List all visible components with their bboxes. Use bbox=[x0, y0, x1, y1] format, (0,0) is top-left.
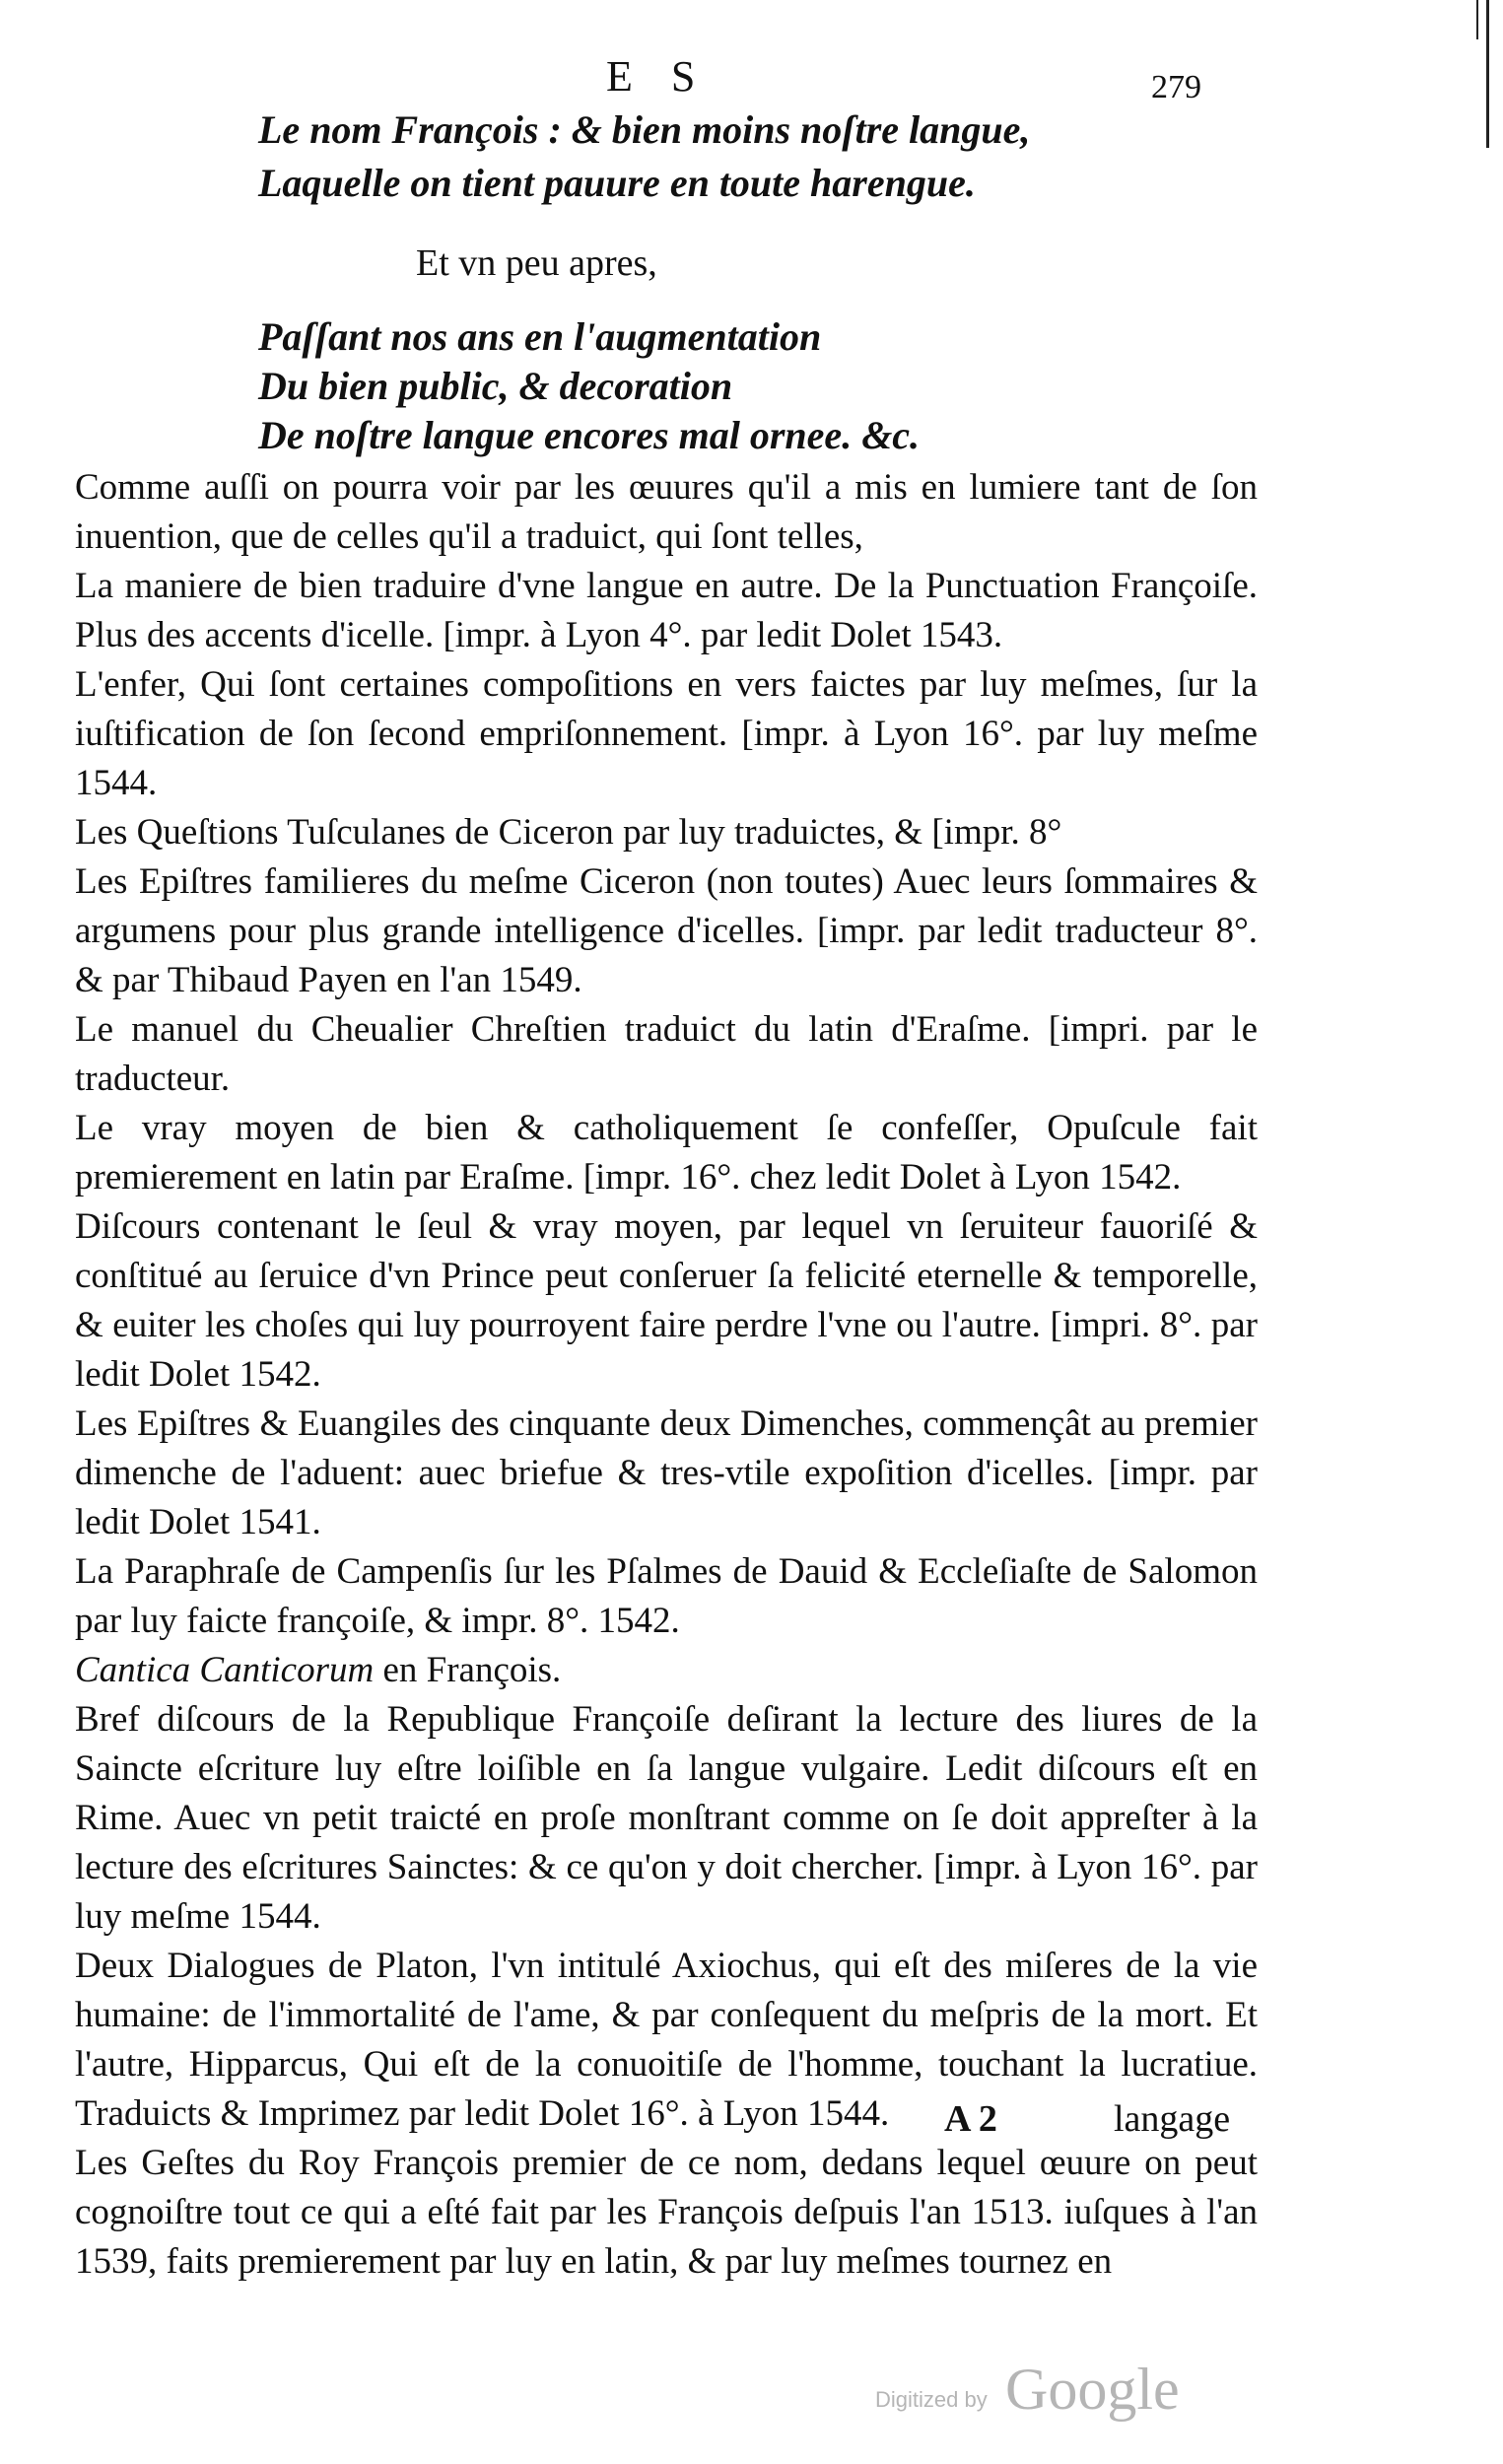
bibliography-entry: Deux Dialogues de Platon, l'vn intitulé Axiochus, qui eſt des miſeres de la vie humaine: de l'immortalité de l'ame, & par conſequent du meſpris de la mort. Et l'autre, Hipparcus, Qui eſt de la conuoitiſe de l'homme, touchant la lucratiue. Traduicts & Imprimez par ledit Dolet 16°. à Lyon 1544. bbox=[75, 1946, 1258, 2134]
bibliography-list bbox=[75, 463, 1258, 2287]
verse-line: Laquelle on tient pauure en toute harengue. bbox=[258, 161, 976, 205]
bibliography-entry: Les Epiſtres & Euangiles des cinquante deux Dimenches, commençât au premier dimenche de l'aduent: auec briefue & tres-vtile expoſition d'icelles. [impr. par ledit Dolet 1541. bbox=[75, 1403, 1258, 1542]
verse-line: De noſtre langue encores mal ornee. &c. bbox=[258, 413, 921, 457]
bibliography-entry: Comme auſſi on pourra voir par les œuures qu'il a mis en lumiere tant de ſon inuention, que de celles qu'il a traduict, qui ſont telles, bbox=[75, 467, 1258, 557]
entry-title: Cantica Canticorum bbox=[75, 1650, 375, 1690]
bibliography-entry: Les Geſtes du Roy François premier de ce nom, dedans lequel œuure on peut cognoiſtre tout ce qui a eſté fait par les François deſpuis l'an 1513. iuſques à l'an 1539, faits premierement par luy en latin, & par luy meſmes tournez en bbox=[75, 2143, 1258, 2282]
google-logo: Google bbox=[1005, 2357, 1180, 2422]
bibliography-entry bbox=[75, 1646, 1258, 1695]
running-title: E S bbox=[606, 52, 710, 101]
bibliography-entry: L'enfer, Qui ſont certaines compoſitions en vers faictes par luy meſmes, ſur la iuſtification de ſon ſecond empriſonnement. [impr. à Lyon 16°. par luy meſme 1544. bbox=[75, 664, 1258, 803]
bibliography-entry: La maniere de bien traduire d'vne langue en autre. De la Punctuation Françoiſe. Plus des accents d'icelle. [impr. à Lyon 4°. par ledit Dolet 1543. bbox=[75, 566, 1258, 655]
catchline bbox=[0, 2097, 1503, 2147]
bibliography-entry: Les Queſtions Tuſculanes de Ciceron par luy traduictes, & [impr. 8° bbox=[75, 812, 1062, 853]
verse-line: Le nom François : & bien moins noſtre langue, bbox=[258, 107, 1031, 152]
entry-text: en François. bbox=[374, 1650, 562, 1690]
page-edge-mark bbox=[1486, 0, 1489, 148]
signature-mark: A 2 bbox=[944, 2098, 997, 2140]
verse-line: Paſſant nos ans en l'augmentation bbox=[258, 314, 822, 359]
bibliography-entry: Le vray moyen de bien & catholiquement ſe confeſſer, Opuſcule fait premierement en latin par Eraſme. [impr. 16°. chez ledit Dolet à Lyon 1542. bbox=[75, 1108, 1258, 1198]
lead-in: Et vn peu apres, bbox=[416, 242, 657, 284]
running-head bbox=[0, 51, 1503, 110]
bibliography-entry: Bref diſcours de la Republique Françoiſe deſirant la lecture des liures de la Saincte eſcriture luy eſtre loiſible en ſa langue vulgaire. Ledit diſcours eſt en Rime. Auec vn petit traicté en proſe monſtrant comme on ſe doit appreſter à la lecture des eſcritures Sainctes: & ce qu'on y doit chercher. [impr. à Lyon 16°. par luy meſme 1544. bbox=[75, 1699, 1258, 1937]
digitized-watermark bbox=[875, 2356, 1210, 2425]
catchword: langage bbox=[1114, 2098, 1231, 2140]
page-number: 279 bbox=[1151, 69, 1201, 105]
bibliography-entry: Le manuel du Cheualier Chreſtien traduict du latin d'Eraſme. [impri. par le traducteur. bbox=[75, 1009, 1258, 1099]
digitized-prefix: Digitized by bbox=[875, 2387, 988, 2412]
bibliography-entry: Diſcours contenant le ſeul & vray moyen, par lequel vn ſeruiteur fauoriſé & conſtitué au ſeruice d'vn Prince peut conſeruer ſa felicité eternelle & temporelle, & euiter les choſes qui luy pourroyent faire perdre l'vne ou l'autre. [impri. 8°. par ledit Dolet 1542. bbox=[75, 1206, 1258, 1395]
page-edge-mark bbox=[1476, 0, 1478, 39]
verse-line: Du bien public, & decoration bbox=[258, 364, 733, 408]
bibliography-entry: Les Epiſtres familieres du meſme Ciceron (non toutes) Auec leurs ſommaires & argumens pour plus grande intelligence d'icelles. [impr. par ledit traducteur 8°. & par Thibaud Payen en l'an 1549. bbox=[75, 861, 1258, 1000]
bibliography-entry: La Paraphraſe de Campenſis ſur les Pſalmes de Dauid & Eccleſiaſte de Salomon par luy faicte françoiſe, & impr. 8°. 1542. bbox=[75, 1551, 1258, 1641]
